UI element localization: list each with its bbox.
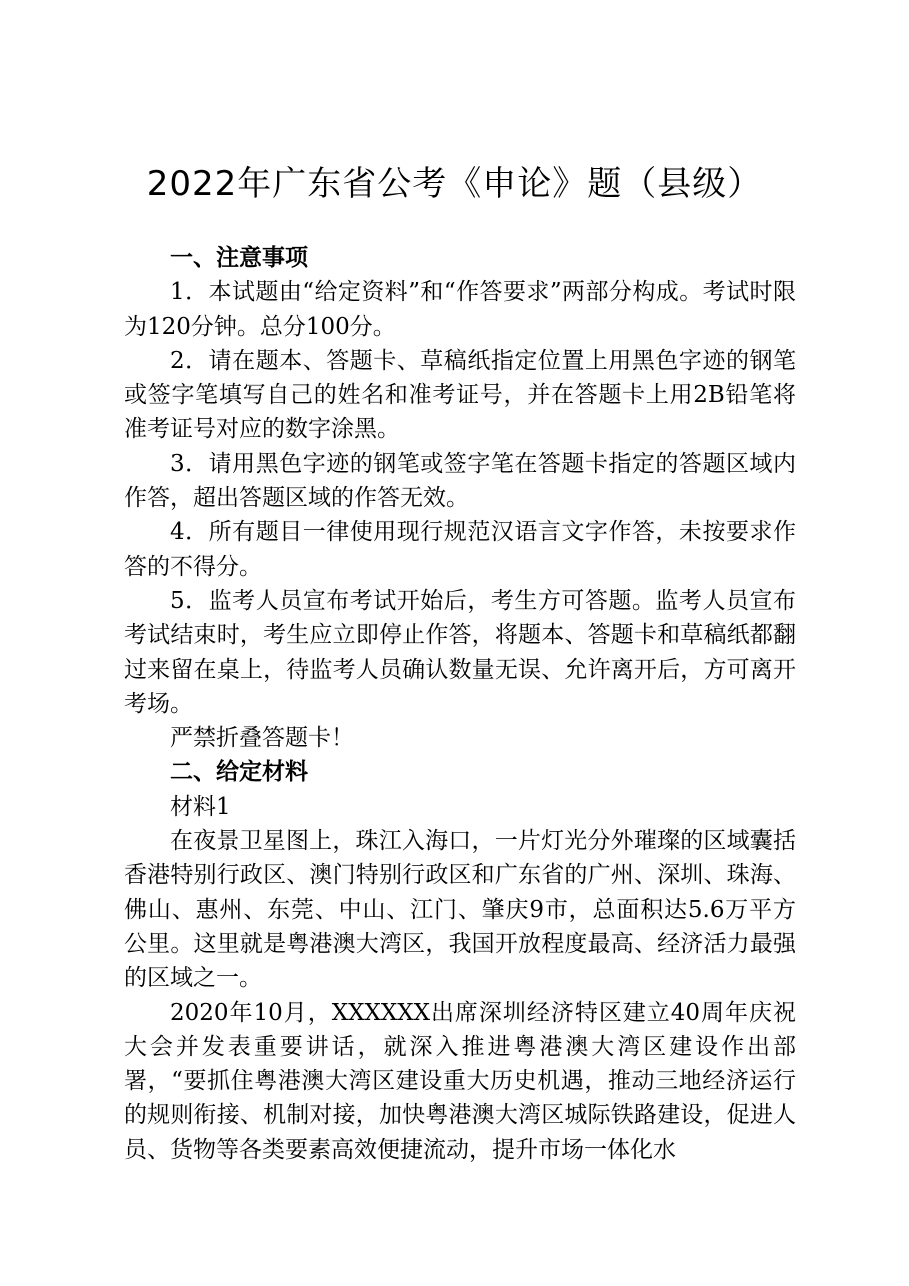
note-paragraph-5: 5．监考人员宣布考试开始后，考生方可答题。监考人员宣布考试结束时，考生应立即停止作答，将题本、答题卡和草稿纸都翻过来留在桌上，待监考人员确认数量无误、允许离开后，方可离开考场。: [124, 587, 796, 717]
note-paragraph-4: 4．所有题目一律使用现行规范汉语言文字作答，未按要求作答的不得分。: [124, 519, 796, 580]
material-paragraph-2: 2020年10月，XXXXXX出席深圳经济特区建立40周年庆祝大会并发表重要讲话，就深入推进粤港澳大湾区建设作出部署，“要抓住粤港澳大湾区建设重大历史机遇，推动三地经济运行的规则衔接、机制对接，加快粤港澳大湾区城际铁路建设，促进人员、货物等各类要素高效便捷流动，提升市场一体化水: [124, 999, 796, 1163]
material-label: 材料1: [170, 793, 231, 820]
section-heading-notes: 一、注意事项: [170, 245, 308, 271]
document-body: [124, 241, 796, 1167]
document-title: 2022年广东省公考《申论》题（县级）: [146, 164, 763, 204]
material-paragraph-1: 在夜景卫星图上，珠江入海口，一片灯光分外璀璨的区域囊括香港特别行政区、澳门特别行政区和广东省的广州、深圳、珠海、佛山、惠州、东莞、中山、江门、肇庆9市，总面积达5.6万平方公里。这里就是粤港澳大湾区，我国开放程度最高、经济活力最强的区域之一。: [124, 828, 796, 992]
warning-line: 严禁折叠答题卡！: [170, 725, 354, 752]
section-heading-materials: 二、给定材料: [170, 759, 308, 786]
note-paragraph-3: 3．请用黑色字迹的钢笔或签字笔在答题卡指定的答题区域内作答，超出答题区域的作答无效。: [124, 450, 796, 512]
note-paragraph-1: 1．本试题由“给定资料”和“作答要求”两部分构成。考试时限为120分钟。总分100分。: [124, 279, 796, 340]
note-paragraph-2: 2．请在题本、答题卡、草稿纸指定位置上用黑色字迹的钢笔或签字笔填写自己的姓名和准考证号，并在答题卡上用2B铅笔将准考证号对应的数字涂黑。: [124, 347, 796, 443]
